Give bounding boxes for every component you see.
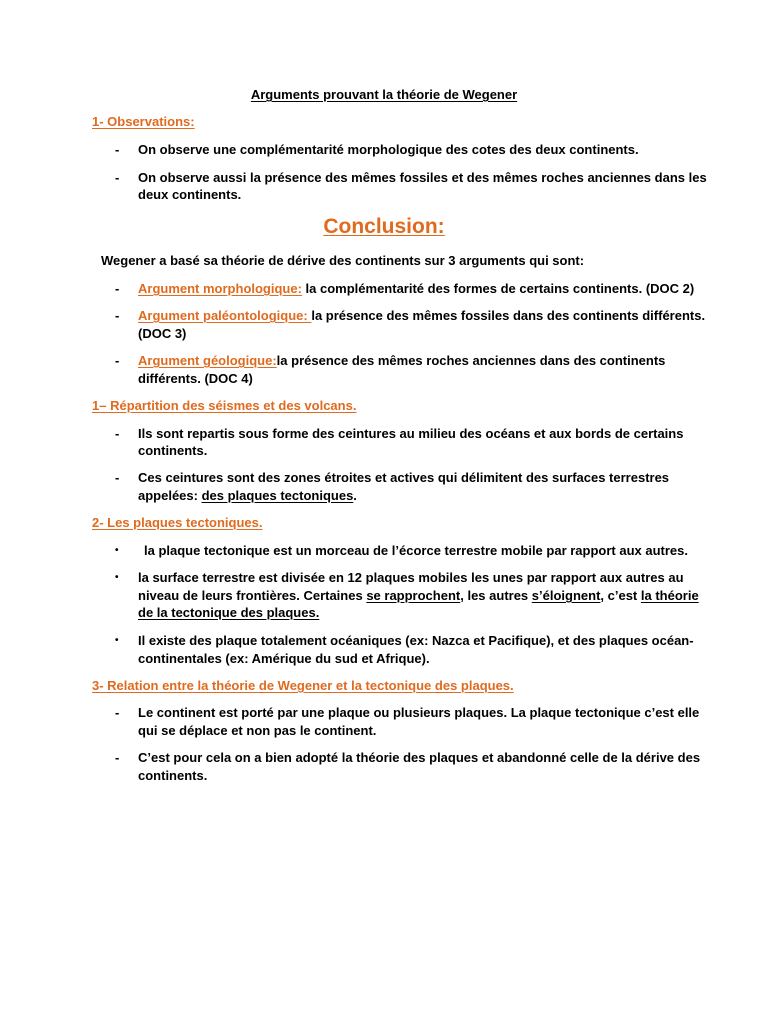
underlined-term: des plaques tectoniques [201,488,354,503]
repartition-item-1-line-1: Ils sont repartis sous forme des ceintures au milieu des océans et aux bords de certains [138,426,684,441]
argument-geologique [138,352,665,369]
text-fragment: . [353,488,357,503]
list-marker: - [115,750,120,765]
bullet-marker: • [115,545,119,556]
list-marker: - [115,470,120,485]
list-marker: - [115,281,120,296]
plaques-item-2-line-1: la surface terrestre est divisée en 12 plaques mobiles les unes par rapport aux autres au [138,570,684,585]
argument-label: Argument morphologique: [138,281,302,296]
conclusion-intro: Wegener a basé sa théorie de dérive des continents sur 3 arguments qui sont: [101,253,585,268]
argument-label: Argument géologique: [138,353,277,368]
text-fragment: niveau de leurs frontières. Certaines [138,588,367,603]
list-marker: - [115,170,120,185]
list-marker: - [115,705,120,720]
argument-morphologique [138,280,694,297]
plaques-item-3-line-2: continentales (ex: Amérique du sud et Afrique). [138,651,430,666]
observation-item-2-line-1: On observe aussi la présence des mêmes fossiles et des mêmes roches anciennes dans les [138,170,707,185]
text-fragment: appelées: [138,488,202,503]
bullet-marker: • [115,572,119,583]
argument-text: la présence des mêmes roches anciennes dans des continents [276,353,666,368]
relation-heading: 3- Relation entre la théorie de Wegener et la tectonique des plaques. [92,678,514,693]
argument-label: Argument paléontologique: [138,308,312,323]
plaques-heading: 2- Les plaques tectoniques. [92,515,263,530]
bullet-marker: • [115,635,119,646]
relation-item-1-line-1: Le continent est porté par une plaque ou plusieurs plaques. La plaque tectonique c’est elle [138,705,700,720]
document-title: Arguments prouvant la théorie de Wegener [250,87,518,102]
text-fragment: , les autres [460,588,532,603]
repartition-item-1-line-2: continents. [138,443,208,458]
repartition-heading: 1– Répartition des séismes et des volcans. [92,398,357,413]
relation-item-2-line-2: continents. [138,768,208,783]
argument-paleontologique-cont: (DOC 3) [138,326,187,341]
plaques-item-2-line-2 [138,587,699,604]
argument-geologique-cont: différents. (DOC 4) [138,371,253,386]
observation-item-1: On observe une complémentarité morphologique des cotes des deux continents. [138,142,639,157]
repartition-item-2-line-1: Ces ceintures sont des zones étroites et actives qui délimitent des surfaces terrestres [138,470,670,485]
observations-heading: 1- Observations: [92,114,195,129]
observation-item-2-line-2: deux continents. [138,187,242,202]
repartition-item-2-line-2 [138,487,357,504]
underlined-term: s’éloignent [531,588,601,603]
plaques-item-2-line-3: de la tectonique des plaques. [138,605,320,620]
text-fragment: , c’est [600,588,641,603]
list-marker: - [115,353,120,368]
argument-text: la complémentarité des formes de certains continents. (DOC 2) [301,281,695,296]
plaques-item-3-line-1: Il existe des plaque totalement océaniques (ex: Nazca et Pacifique), et des plaques océan- [138,633,694,648]
underlined-term: se rapprochent [366,588,461,603]
conclusion-heading: Conclusion: [323,215,445,238]
relation-item-2-line-1: C’est pour cela on a bien adopté la théorie des plaques et abandonné celle de la dérive des [138,750,701,765]
relation-item-1-line-2: qui se déplace et non pas le continent. [138,723,377,738]
list-marker: - [115,308,120,323]
list-marker: - [115,142,120,157]
underlined-term: la théorie [640,588,699,603]
plaques-item-1: la plaque tectonique est un morceau de l’écorce terrestre mobile par rapport aux autres. [144,543,689,558]
argument-paleontologique [138,307,705,324]
list-marker: - [115,426,120,441]
argument-text: la présence des mêmes fossiles dans des continents différents. [311,308,706,323]
